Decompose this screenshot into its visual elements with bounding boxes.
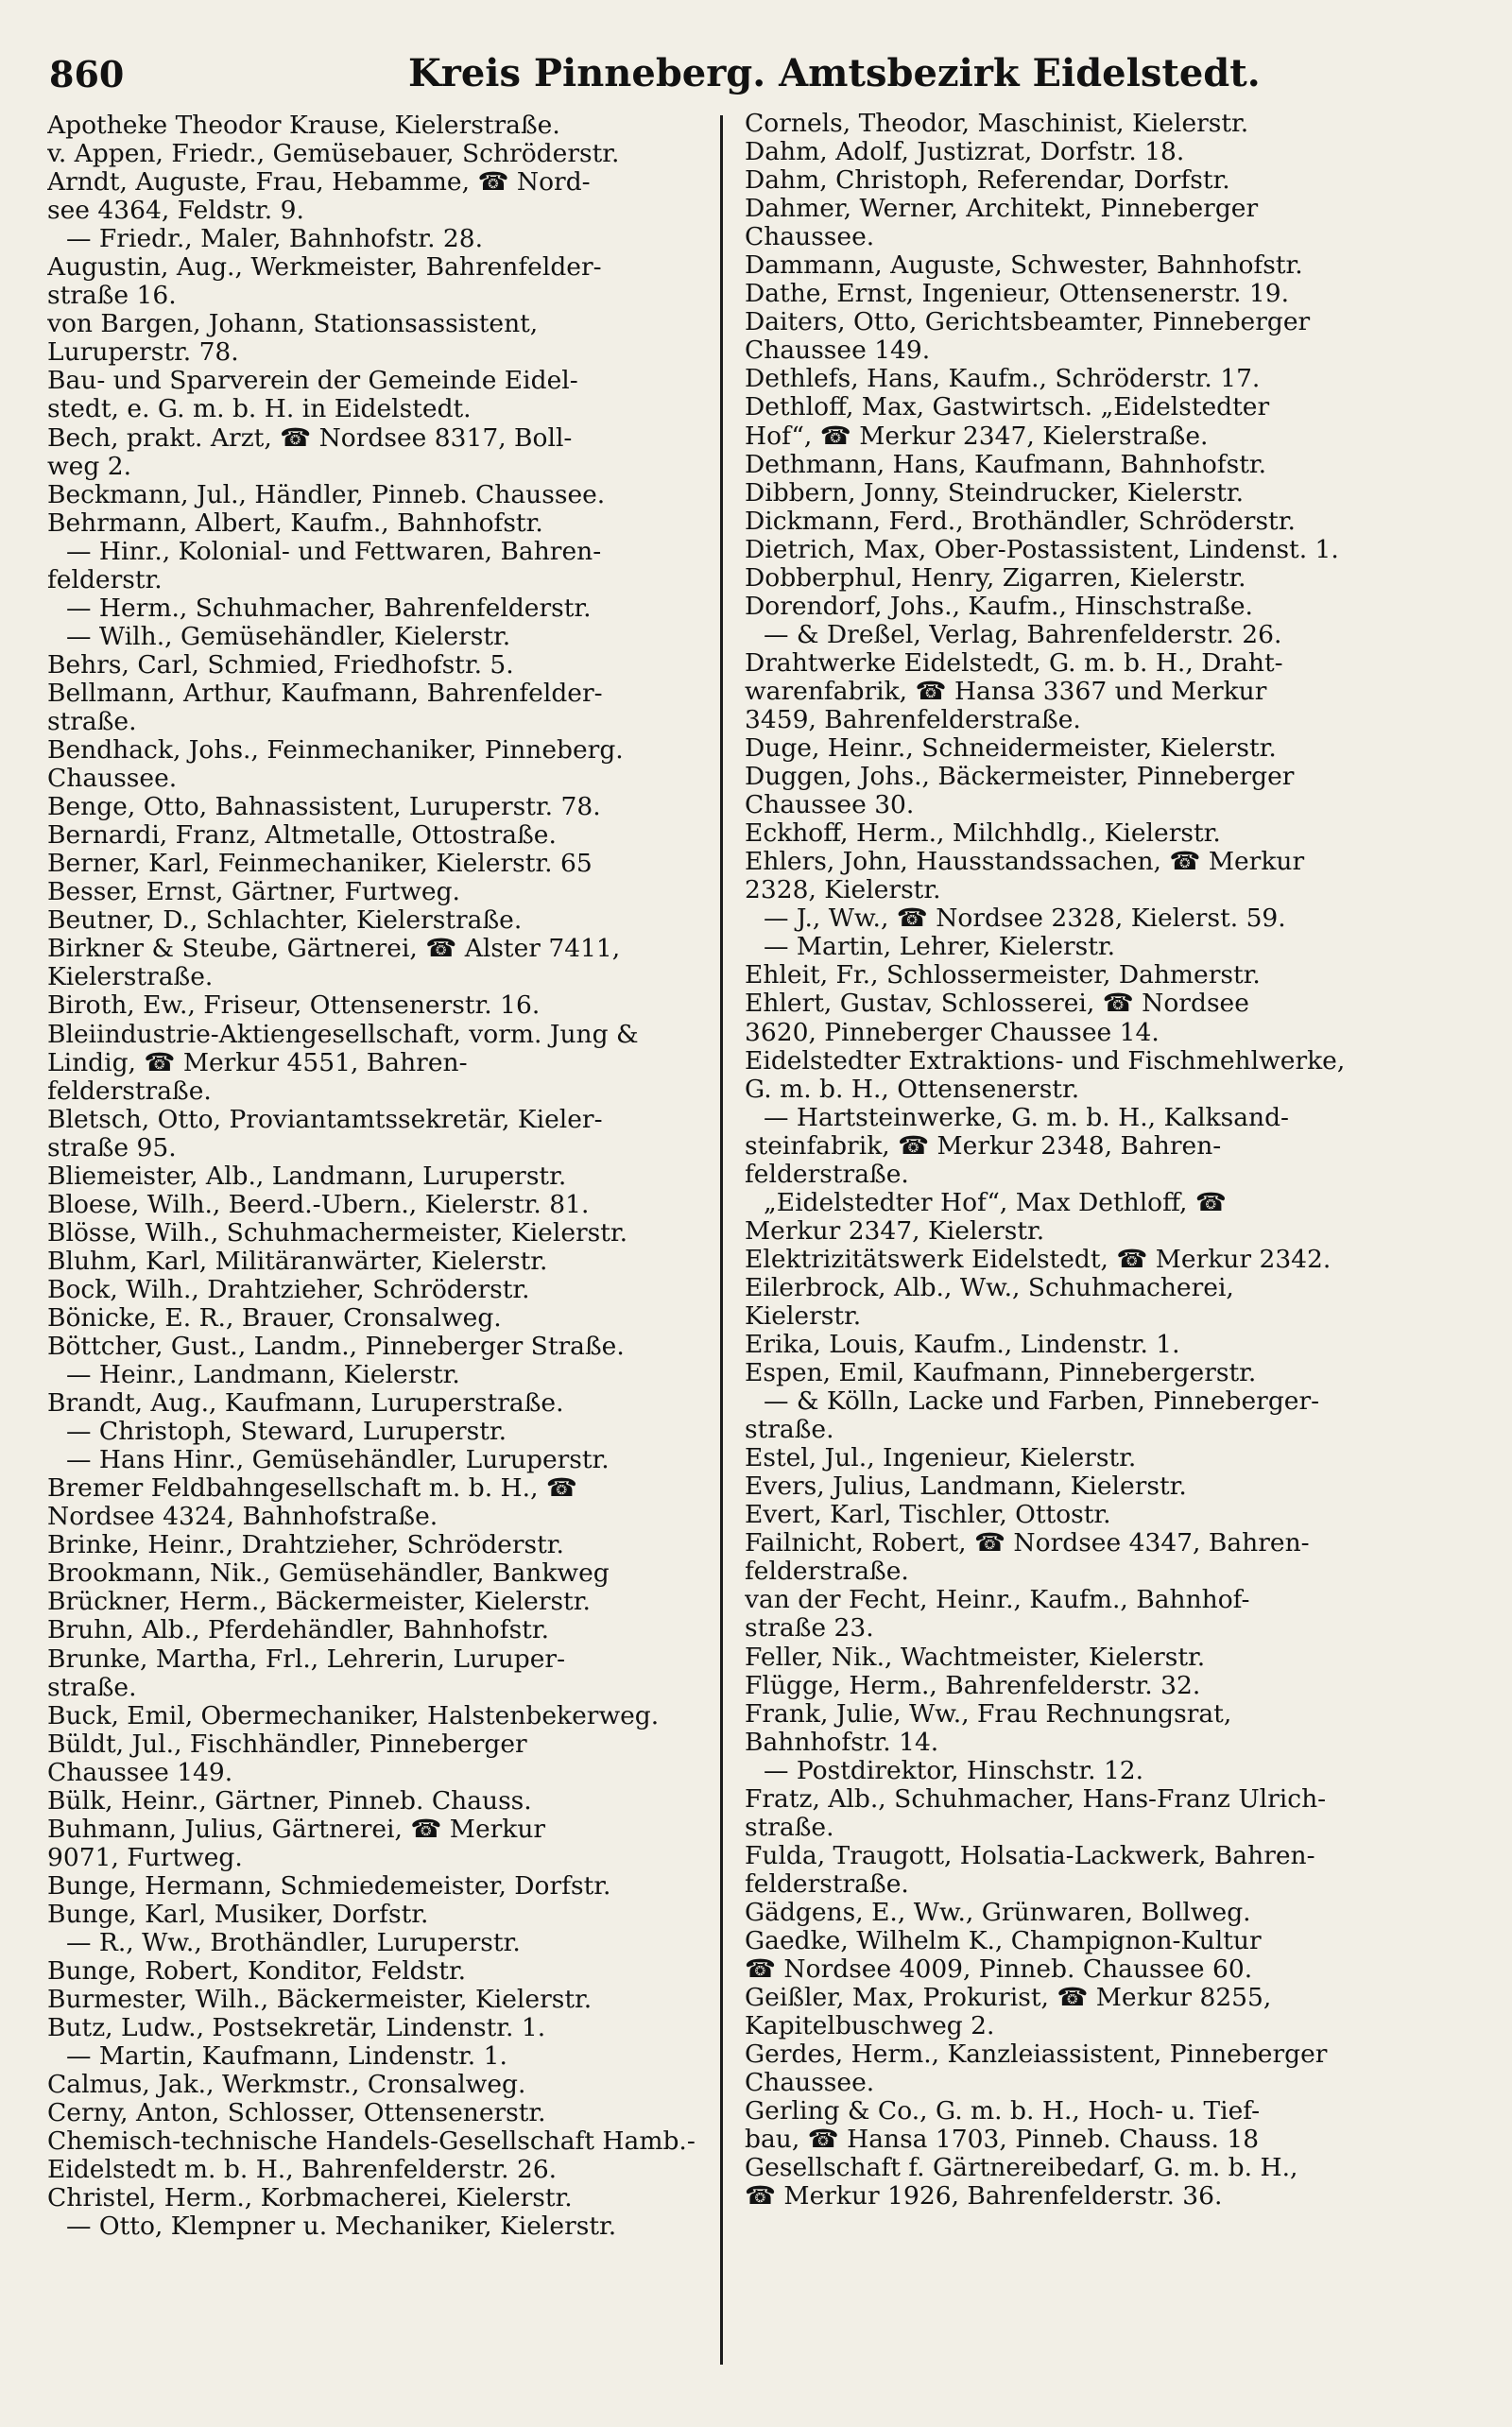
- directory-entry: [47, 736, 709, 793]
- entry-continuation-line: Kapitelbuschweg 2.: [745, 2011, 995, 2041]
- directory-entry: [47, 651, 709, 680]
- left-column: [47, 112, 709, 2242]
- entry-continuation-line: Chaussee.: [745, 222, 875, 252]
- directory-entry: [47, 538, 709, 594]
- directory-entry: [47, 2099, 709, 2127]
- directory-entry: [47, 1333, 709, 1361]
- directory-entry: [745, 251, 1444, 280]
- entry-continuation-line: Chaussee 149.: [47, 1757, 233, 1787]
- entry-line: Chemisch-technische Handels-Gesellschaft Hamb.-: [47, 2127, 696, 2157]
- directory-entry: [745, 365, 1444, 393]
- directory-entry: [745, 536, 1444, 564]
- directory-entry: [745, 1047, 1444, 1104]
- entry-line: Blösse, Wilh., Schuhmachermeister, Kielerstr.: [47, 1218, 628, 1248]
- entry-line: Drahtwerke Eidelstedt, G. m. b. H., Draht-: [745, 648, 1283, 678]
- directory-entry: [47, 225, 709, 253]
- entry-continuation-line: Chaussee.: [47, 764, 178, 794]
- entry-continuation-line: felderstraße.: [47, 1076, 212, 1106]
- entry-line: Büldt, Jul., Fischhändler, Pinneberger: [47, 1730, 527, 1759]
- directory-entry: [745, 1785, 1444, 1842]
- directory-entry: [47, 821, 709, 850]
- directory-entry: [745, 1189, 1444, 1246]
- entry-line: Bernardi, Franz, Altmetalle, Ottostraße.: [47, 821, 557, 851]
- directory-entry: [745, 1246, 1444, 1274]
- entry-line: Bliemeister, Alb., Landmann, Luruperstr.: [47, 1162, 567, 1191]
- entry-line: Birkner & Steube, Gärtnerei, ☎ Alster 7411,: [47, 935, 621, 964]
- directory-entry: [745, 1586, 1444, 1643]
- directory-entry: [47, 1276, 709, 1304]
- directory-entry: [745, 393, 1444, 450]
- entry-line: — Christoph, Steward, Luruperstr.: [66, 1418, 507, 1447]
- entry-line: Dickmann, Ferd., Brothändler, Schröderstr.: [745, 507, 1296, 536]
- directory-entry: [745, 308, 1444, 365]
- entry-line: Bech, prakt. Arzt, ☎ Nordsee 8317, Boll-: [47, 423, 573, 453]
- entry-line: Arndt, Auguste, Frau, Hebamme, ☎ Nord-: [47, 168, 591, 198]
- directory-entry: [745, 166, 1444, 195]
- entry-line: Berner, Karl, Feinmechaniker, Kielerstr. 65: [47, 850, 593, 879]
- directory-entry: [745, 763, 1444, 819]
- entry-line: — Martin, Lehrer, Kielerstr.: [764, 933, 1116, 962]
- entry-line: — Martin, Kaufmann, Lindenstr. 1.: [66, 2042, 507, 2072]
- entry-continuation-line: Nordsee 4324, Bahnhofstraße.: [47, 1502, 438, 1532]
- directory-entry: [47, 991, 709, 1020]
- entry-line: Evert, Karl, Tischler, Ottostr.: [745, 1501, 1111, 1530]
- entry-line: Dethmann, Hans, Kaufmann, Bahnhofstr.: [745, 450, 1267, 479]
- directory-entry: [47, 2071, 709, 2099]
- directory-entry: [47, 1872, 709, 1901]
- entry-line: Gerling & Co., G. m. b. H., Hoch- u. Tief-: [745, 2097, 1261, 2126]
- directory-entry: [47, 1816, 709, 1872]
- directory-entry: [47, 1389, 709, 1418]
- entry-line: Dietrich, Max, Ober-Postassistent, Lindenst. 1.: [745, 535, 1339, 564]
- directory-entry: [47, 1474, 709, 1531]
- directory-entry: [47, 1645, 709, 1702]
- entry-line: Gesellschaft f. Gärtnereibedarf, G. m. b. H.,: [745, 2154, 1298, 2183]
- entry-continuation-line: Luruperstr. 78.: [47, 337, 239, 368]
- directory-entry: [47, 2014, 709, 2042]
- entry-line: Biroth, Ew., Friseur, Ottensenerstr. 16.: [47, 991, 541, 1021]
- entry-continuation-line: Lindig, ☎ Merkur 4551, Bahren-: [47, 1047, 468, 1077]
- entry-line: „Eidelstedter Hof“, Max Dethloff, ☎: [764, 1188, 1227, 1217]
- entry-line: Bremer Feldbahngesellschaft m. b. H., ☎: [47, 1474, 577, 1504]
- directory-entry: [47, 1787, 709, 1816]
- entry-continuation-line: Bahnhofstr. 14.: [745, 1727, 939, 1757]
- entry-line: Butz, Ludw., Postsekretär, Lindenstr. 1.: [47, 2014, 546, 2043]
- directory-entry: [47, 1559, 709, 1588]
- entry-continuation-line: ☎ Merkur 1926, Bahrenfelderstr. 36.: [745, 2181, 1223, 2212]
- entry-line: — Hartsteinwerke, G. m. b. H., Kalksand-: [764, 1103, 1289, 1132]
- entry-line: Benge, Otto, Bahnassistent, Luruperstr. 78.: [47, 793, 601, 822]
- entry-line: Frank, Julie, Ww., Frau Rechnungsrat,: [745, 1699, 1232, 1729]
- directory-entry: [745, 2040, 1444, 2097]
- directory-entry: [47, 1702, 709, 1730]
- entry-line: Behrs, Carl, Schmied, Friedhofstr. 5.: [47, 650, 514, 680]
- directory-entry: [47, 1191, 709, 1219]
- directory-entry: [47, 1616, 709, 1644]
- entry-line: Bülk, Heinr., Gärtner, Pinneb. Chauss.: [47, 1786, 532, 1816]
- directory-entry: [745, 734, 1444, 763]
- entry-line: Duggen, Johs., Bäckermeister, Pinneberger: [745, 763, 1295, 792]
- directory-entry: [745, 1927, 1444, 1984]
- entry-continuation-line: straße 23.: [745, 1613, 874, 1644]
- entry-continuation-line: Kielerstr.: [745, 1300, 862, 1331]
- entry-line: — & Kölln, Lacke und Farben, Pinneberger-: [764, 1387, 1320, 1417]
- directory-entry: [745, 479, 1444, 508]
- directory-entry: [47, 1531, 709, 1559]
- entry-line: Gaedke, Wilhelm K., Champignon-Kultur: [745, 1927, 1262, 1955]
- directory-entry: [745, 138, 1444, 166]
- directory-entry: [47, 935, 709, 991]
- entry-line: Dathe, Ernst, Ingenieur, Ottensenerstr. 19.: [745, 280, 1290, 309]
- directory-entry: [745, 1104, 1444, 1189]
- entry-line: Eckhoff, Herm., Milchhdlg., Kielerstr.: [745, 819, 1221, 849]
- entry-line: — J., Ww., ☎ Nordsee 2328, Kielerst. 59.: [764, 904, 1286, 934]
- directory-entry: [745, 1899, 1444, 1927]
- entry-continuation-line: ☎ Nordsee 4009, Pinneb. Chaussee 60.: [745, 1954, 1253, 1985]
- entry-line: Fratz, Alb., Schuhmacher, Hans-Franz Ulrich-: [745, 1784, 1327, 1814]
- directory-entry: [745, 1331, 1444, 1359]
- directory-entry: [745, 904, 1444, 933]
- directory-entry: [745, 1472, 1444, 1501]
- entry-continuation-line: stedt, e. G. m. b. H. in Eidelstedt.: [47, 394, 472, 424]
- entry-line: Bunge, Karl, Musiker, Dorfstr.: [47, 1900, 429, 1929]
- directory-entry: [745, 1984, 1444, 2040]
- directory-entry: [745, 1644, 1444, 1672]
- directory-entry: [47, 2127, 709, 2184]
- entry-line: Gerdes, Herm., Kanzleiassistent, Pinneberger: [745, 2040, 1328, 2070]
- directory-entry: [47, 310, 709, 367]
- directory-entry: [745, 1672, 1444, 1700]
- directory-entry: [745, 451, 1444, 479]
- entry-continuation-line: straße.: [47, 706, 137, 736]
- right-column: [745, 110, 1444, 2211]
- entry-continuation-line: weg 2.: [47, 451, 132, 481]
- entry-line: Bluhm, Karl, Militäranwärter, Kielerstr.: [47, 1247, 548, 1276]
- directory-entry: [47, 1418, 709, 1446]
- entry-continuation-line: warenfabrik, ☎ Hansa 3367 und Merkur: [745, 676, 1267, 706]
- entry-line: — Postdirektor, Hinschstr. 12.: [764, 1756, 1144, 1785]
- directory-entry: [47, 850, 709, 878]
- directory-entry: [47, 1986, 709, 2014]
- entry-line: Bunge, Robert, Konditor, Feldstr.: [47, 1957, 467, 1987]
- entry-continuation-line: Hof“, ☎ Merkur 2347, Kielerstraße.: [745, 421, 1209, 451]
- entry-continuation-line: straße.: [745, 1812, 834, 1842]
- entry-line: van der Fecht, Heinr., Kaufm., Bahnhof-: [745, 1586, 1250, 1615]
- directory-entry: [47, 367, 709, 423]
- entry-line: Buhmann, Julius, Gärtnerei, ☎ Merkur: [47, 1815, 546, 1844]
- entry-line: Evers, Julius, Landmann, Kielerstr.: [745, 1472, 1187, 1502]
- entry-line: — Heinr., Landmann, Kielerstr.: [66, 1361, 460, 1390]
- entry-line: Cerny, Anton, Schlosser, Ottensenerstr.: [47, 2099, 546, 2128]
- directory-entry: [47, 2184, 709, 2212]
- entry-line: — Friedr., Maler, Bahnhofstr. 28.: [66, 225, 484, 254]
- directory-entry: [47, 481, 709, 509]
- directory-entry: [745, 564, 1444, 593]
- entry-line: Bleiindustrie-Aktiengesellschaft, vorm. Jung &: [47, 1020, 639, 1049]
- directory-entry: [47, 594, 709, 623]
- directory-entry: [745, 508, 1444, 536]
- entry-line: Bau- und Sparverein der Gemeinde Eidel-: [47, 367, 578, 396]
- entry-line: Behrmann, Albert, Kaufm., Bahnhofstr.: [47, 508, 543, 538]
- directory-entry: [745, 1274, 1444, 1331]
- directory-entry: [745, 1529, 1444, 1586]
- entry-line: Eilerbrock, Alb., Ww., Schuhmacherei,: [745, 1273, 1234, 1302]
- entry-line: Bunge, Hermann, Schmiedemeister, Dorfstr.: [47, 1871, 611, 1901]
- directory-entry: [47, 1730, 709, 1787]
- directory-entry: [47, 1304, 709, 1333]
- directory-entry: [745, 1757, 1444, 1785]
- column-divider: [720, 115, 723, 2365]
- directory-entry: [745, 1842, 1444, 1899]
- directory-entry: [47, 140, 709, 168]
- entry-line: Burmester, Wilh., Bäckermeister, Kielerstr.: [47, 1986, 593, 2015]
- entry-line: Besser, Ernst, Gärtner, Furtweg.: [47, 878, 460, 907]
- entry-line: Dorendorf, Johs., Kaufm., Hinschstraße.: [745, 592, 1253, 621]
- entry-line: Feller, Nik., Wachtmeister, Kielerstr.: [745, 1643, 1206, 1672]
- entry-continuation-line: 2328, Kielerstr.: [745, 875, 941, 905]
- entry-line: Ehlers, John, Hausstandssachen, ☎ Merkur: [745, 848, 1305, 877]
- entry-line: Fulda, Traugott, Holsatia-Lackwerk, Bahren-: [745, 1841, 1315, 1870]
- entry-continuation-line: G. m. b. H., Ottensenerstr.: [745, 1074, 1080, 1104]
- entry-line: Bönicke, E. R., Brauer, Cronsalweg.: [47, 1303, 502, 1333]
- entry-line: Dahmer, Werner, Architekt, Pinneberger: [745, 195, 1259, 224]
- directory-entry: [745, 593, 1444, 621]
- entry-continuation-line: felderstraße.: [745, 1868, 909, 1899]
- directory-entry: [47, 1162, 709, 1191]
- directory-entry: [47, 2042, 709, 2071]
- entry-line: Dobberphul, Henry, Zigarren, Kielerstr.: [745, 563, 1246, 593]
- directory-entry: [745, 2154, 1444, 2211]
- entry-line: Brookmann, Nik., Gemüsehändler, Bankweg: [47, 1559, 610, 1589]
- entry-line: Bendhack, Johs., Feinmechaniker, Pinneberg.: [47, 736, 624, 766]
- directory-entry: [745, 961, 1444, 990]
- entry-continuation-line: straße 95.: [47, 1132, 177, 1162]
- entry-line: Duge, Heinr., Schneidermeister, Kielerstr.: [745, 734, 1277, 764]
- entry-line: Bock, Wilh., Drahtzieher, Schröderstr.: [47, 1275, 530, 1304]
- entry-continuation-line: Chaussee 149.: [745, 336, 931, 366]
- directory-entry: [47, 168, 709, 225]
- page-number: 860: [49, 53, 125, 95]
- directory-entry: [47, 680, 709, 736]
- directory-entry: [745, 1387, 1444, 1444]
- entry-continuation-line: Eidelstedt m. b. H., Bahrenfelderstr. 26.: [47, 2155, 558, 2185]
- entry-continuation-line: Chaussee 30.: [745, 790, 915, 820]
- entry-line: Dibbern, Jonny, Steindrucker, Kielerstr.: [745, 478, 1245, 508]
- entry-continuation-line: steinfabrik, ☎ Merkur 2348, Bahren-: [745, 1130, 1222, 1161]
- entry-line: Beckmann, Jul., Händler, Pinneb. Chaussee.: [47, 480, 606, 509]
- entry-line: Geißler, Max, Prokurist, ☎ Merkur 8255,: [745, 1984, 1272, 2013]
- directory-entry: [47, 623, 709, 651]
- entry-line: Christel, Herm., Korbmacherei, Kielerstr.: [47, 2184, 573, 2213]
- entry-line: — R., Ww., Brothändler, Luruperstr.: [66, 1929, 521, 1957]
- entry-line: Flügge, Herm., Bahrenfelderstr. 32.: [745, 1671, 1201, 1700]
- entry-line: Dethlefs, Hans, Kaufm., Schröderstr. 17.: [745, 365, 1261, 394]
- directory-entry: [745, 819, 1444, 848]
- entry-line: — Otto, Klempner u. Mechaniker, Kielerstr.: [66, 2212, 617, 2242]
- directory-entry: [47, 2212, 709, 2241]
- entry-line: — Hans Hinr., Gemüsehändler, Luruperstr.: [66, 1446, 610, 1475]
- entry-line: Beutner, D., Schlachter, Kielerstraße.: [47, 906, 523, 936]
- directory-entry: [745, 110, 1444, 138]
- entry-continuation-line: felderstraße.: [745, 1557, 909, 1587]
- entry-continuation-line: straße 16.: [47, 281, 177, 311]
- entry-line: Cornels, Theodor, Maschinist, Kielerstr.: [745, 110, 1249, 138]
- entry-line: — & Dreßel, Verlag, Bahrenfelderstr. 26.: [764, 620, 1282, 649]
- entry-line: Calmus, Jak., Werkmstr., Cronsalweg.: [47, 2071, 526, 2100]
- entry-line: Daiters, Otto, Gerichtsbeamter, Pinneberger: [745, 308, 1311, 337]
- entry-continuation-line: felderstraße.: [745, 1159, 909, 1189]
- entry-line: Dahm, Adolf, Justizrat, Dorfstr. 18.: [745, 138, 1185, 167]
- directory-entry: [47, 424, 709, 481]
- directory-entry: [745, 649, 1444, 734]
- entry-line: Ehleit, Fr., Schlossermeister, Dahmerstr.: [745, 961, 1261, 990]
- entry-continuation-line: see 4364, Feldstr. 9.: [47, 196, 304, 226]
- directory-entry: [47, 1446, 709, 1474]
- directory-entry: [47, 1219, 709, 1248]
- entry-continuation-line: 3459, Bahrenfelderstraße.: [745, 704, 1081, 734]
- directory-entry: [47, 1106, 709, 1162]
- directory-entry: [47, 253, 709, 310]
- entry-line: Estel, Jul., Ingenieur, Kielerstr.: [745, 1444, 1137, 1473]
- directory-entry: [745, 1444, 1444, 1472]
- directory-entry: [47, 878, 709, 906]
- entry-line: Eidelstedter Extraktions- und Fischmehlwerke,: [745, 1046, 1346, 1076]
- entry-line: Brinke, Heinr., Drahtzieher, Schröderstr.: [47, 1531, 564, 1560]
- directory-entry: [47, 1588, 709, 1616]
- directory-entry: [47, 1248, 709, 1276]
- entry-continuation-line: straße.: [47, 1672, 137, 1702]
- entry-line: Brunke, Martha, Frl., Lehrerin, Luruper-: [47, 1644, 566, 1674]
- entry-continuation-line: 3620, Pinneberger Chaussee 14.: [745, 1017, 1160, 1047]
- entry-continuation-line: Kielerstraße.: [47, 962, 214, 992]
- entry-line: Dahm, Christoph, Referendar, Dorfstr.: [745, 166, 1230, 196]
- directory-entry: [745, 195, 1444, 251]
- directory-entry: [47, 793, 709, 821]
- entry-continuation-line: Merkur 2347, Kielerstr.: [745, 1215, 1045, 1246]
- directory-entry: [47, 509, 709, 538]
- directory-entry: [745, 621, 1444, 649]
- entry-line: Ehlert, Gustav, Schlosserei, ☎ Nordsee: [745, 990, 1249, 1019]
- entry-line: — Herm., Schuhmacher, Bahrenfelderstr.: [66, 594, 592, 623]
- directory-entry: [745, 1501, 1444, 1529]
- directory-entry: [47, 1021, 709, 1106]
- page-header: [49, 45, 1261, 102]
- directory-entry: [745, 280, 1444, 308]
- entry-line: Bloese, Wilh., Beerd.-Ubern., Kielerstr. 81.: [47, 1190, 590, 1219]
- entry-continuation-line: felderstr.: [47, 564, 163, 594]
- entry-line: Dammann, Auguste, Schwester, Bahnhofstr.: [745, 251, 1303, 281]
- directory-entry: [47, 906, 709, 935]
- entry-line: Böttcher, Gust., Landm., Pinneberger Straße.: [47, 1333, 625, 1362]
- entry-line: Brückner, Herm., Bäckermeister, Kielerstr.: [47, 1588, 591, 1617]
- entry-continuation-line: bau, ☎ Hansa 1703, Pinneb. Chauss. 18: [745, 2125, 1260, 2155]
- entry-line: Gädgens, E., Ww., Grünwaren, Bollweg.: [745, 1898, 1251, 1927]
- entry-line: Failnicht, Robert, ☎ Nordsee 4347, Bahren-: [745, 1529, 1310, 1558]
- entry-line: — Wilh., Gemüsehändler, Kielerstr.: [66, 622, 511, 651]
- entry-continuation-line: straße.: [745, 1415, 834, 1445]
- entry-continuation-line: 9071, Furtweg.: [47, 1842, 243, 1872]
- entry-line: Buck, Emil, Obermechaniker, Halstenbekerweg.: [47, 1701, 660, 1730]
- entry-line: — Hinr., Kolonial- und Fettwaren, Bahren-: [66, 537, 602, 566]
- directory-entry: [745, 1359, 1444, 1387]
- entry-line: Augustin, Aug., Werkmeister, Bahrenfelder-: [47, 253, 602, 283]
- entry-line: v. Appen, Friedr., Gemüsebauer, Schröderstr.: [47, 140, 620, 169]
- entry-line: von Bargen, Johann, Stationsassistent,: [47, 310, 539, 339]
- entry-line: Espen, Emil, Kaufmann, Pinnebergerstr.: [745, 1359, 1257, 1388]
- directory-entry: [47, 1361, 709, 1389]
- directory-entry: [745, 848, 1444, 904]
- directory-entry: [47, 1957, 709, 1986]
- entry-line: Brandt, Aug., Kaufmann, Luruperstraße.: [47, 1389, 564, 1419]
- directory-entry: [745, 990, 1444, 1046]
- directory-entry: [47, 1929, 709, 1957]
- entry-line: Apotheke Theodor Krause, Kielerstraße.: [47, 112, 560, 140]
- entry-line: Bruhn, Alb., Pferdehändler, Bahnhofstr.: [47, 1616, 549, 1645]
- directory-entry: [47, 112, 709, 140]
- entry-continuation-line: Chaussee.: [745, 2068, 875, 2098]
- directory-entry: [745, 1700, 1444, 1757]
- entry-line: Erika, Louis, Kaufm., Lindenstr. 1.: [745, 1331, 1180, 1360]
- directory-entry: [47, 1901, 709, 1929]
- entry-line: Bletsch, Otto, Proviantamtssekretär, Kieler-: [47, 1105, 603, 1134]
- running-title: Kreis Pinneberg. Amtsbezirk Eidelstedt.: [408, 51, 1261, 95]
- entry-line: Elektrizitätswerk Eidelstedt, ☎ Merkur 2342.: [745, 1245, 1332, 1274]
- entry-line: Dethloff, Max, Gastwirtsch. „Eidelstedter: [745, 393, 1270, 422]
- directory-entry: [745, 2097, 1444, 2154]
- entry-line: Bellmann, Arthur, Kaufmann, Bahrenfelder-: [47, 679, 603, 708]
- directory-entry: [745, 933, 1444, 961]
